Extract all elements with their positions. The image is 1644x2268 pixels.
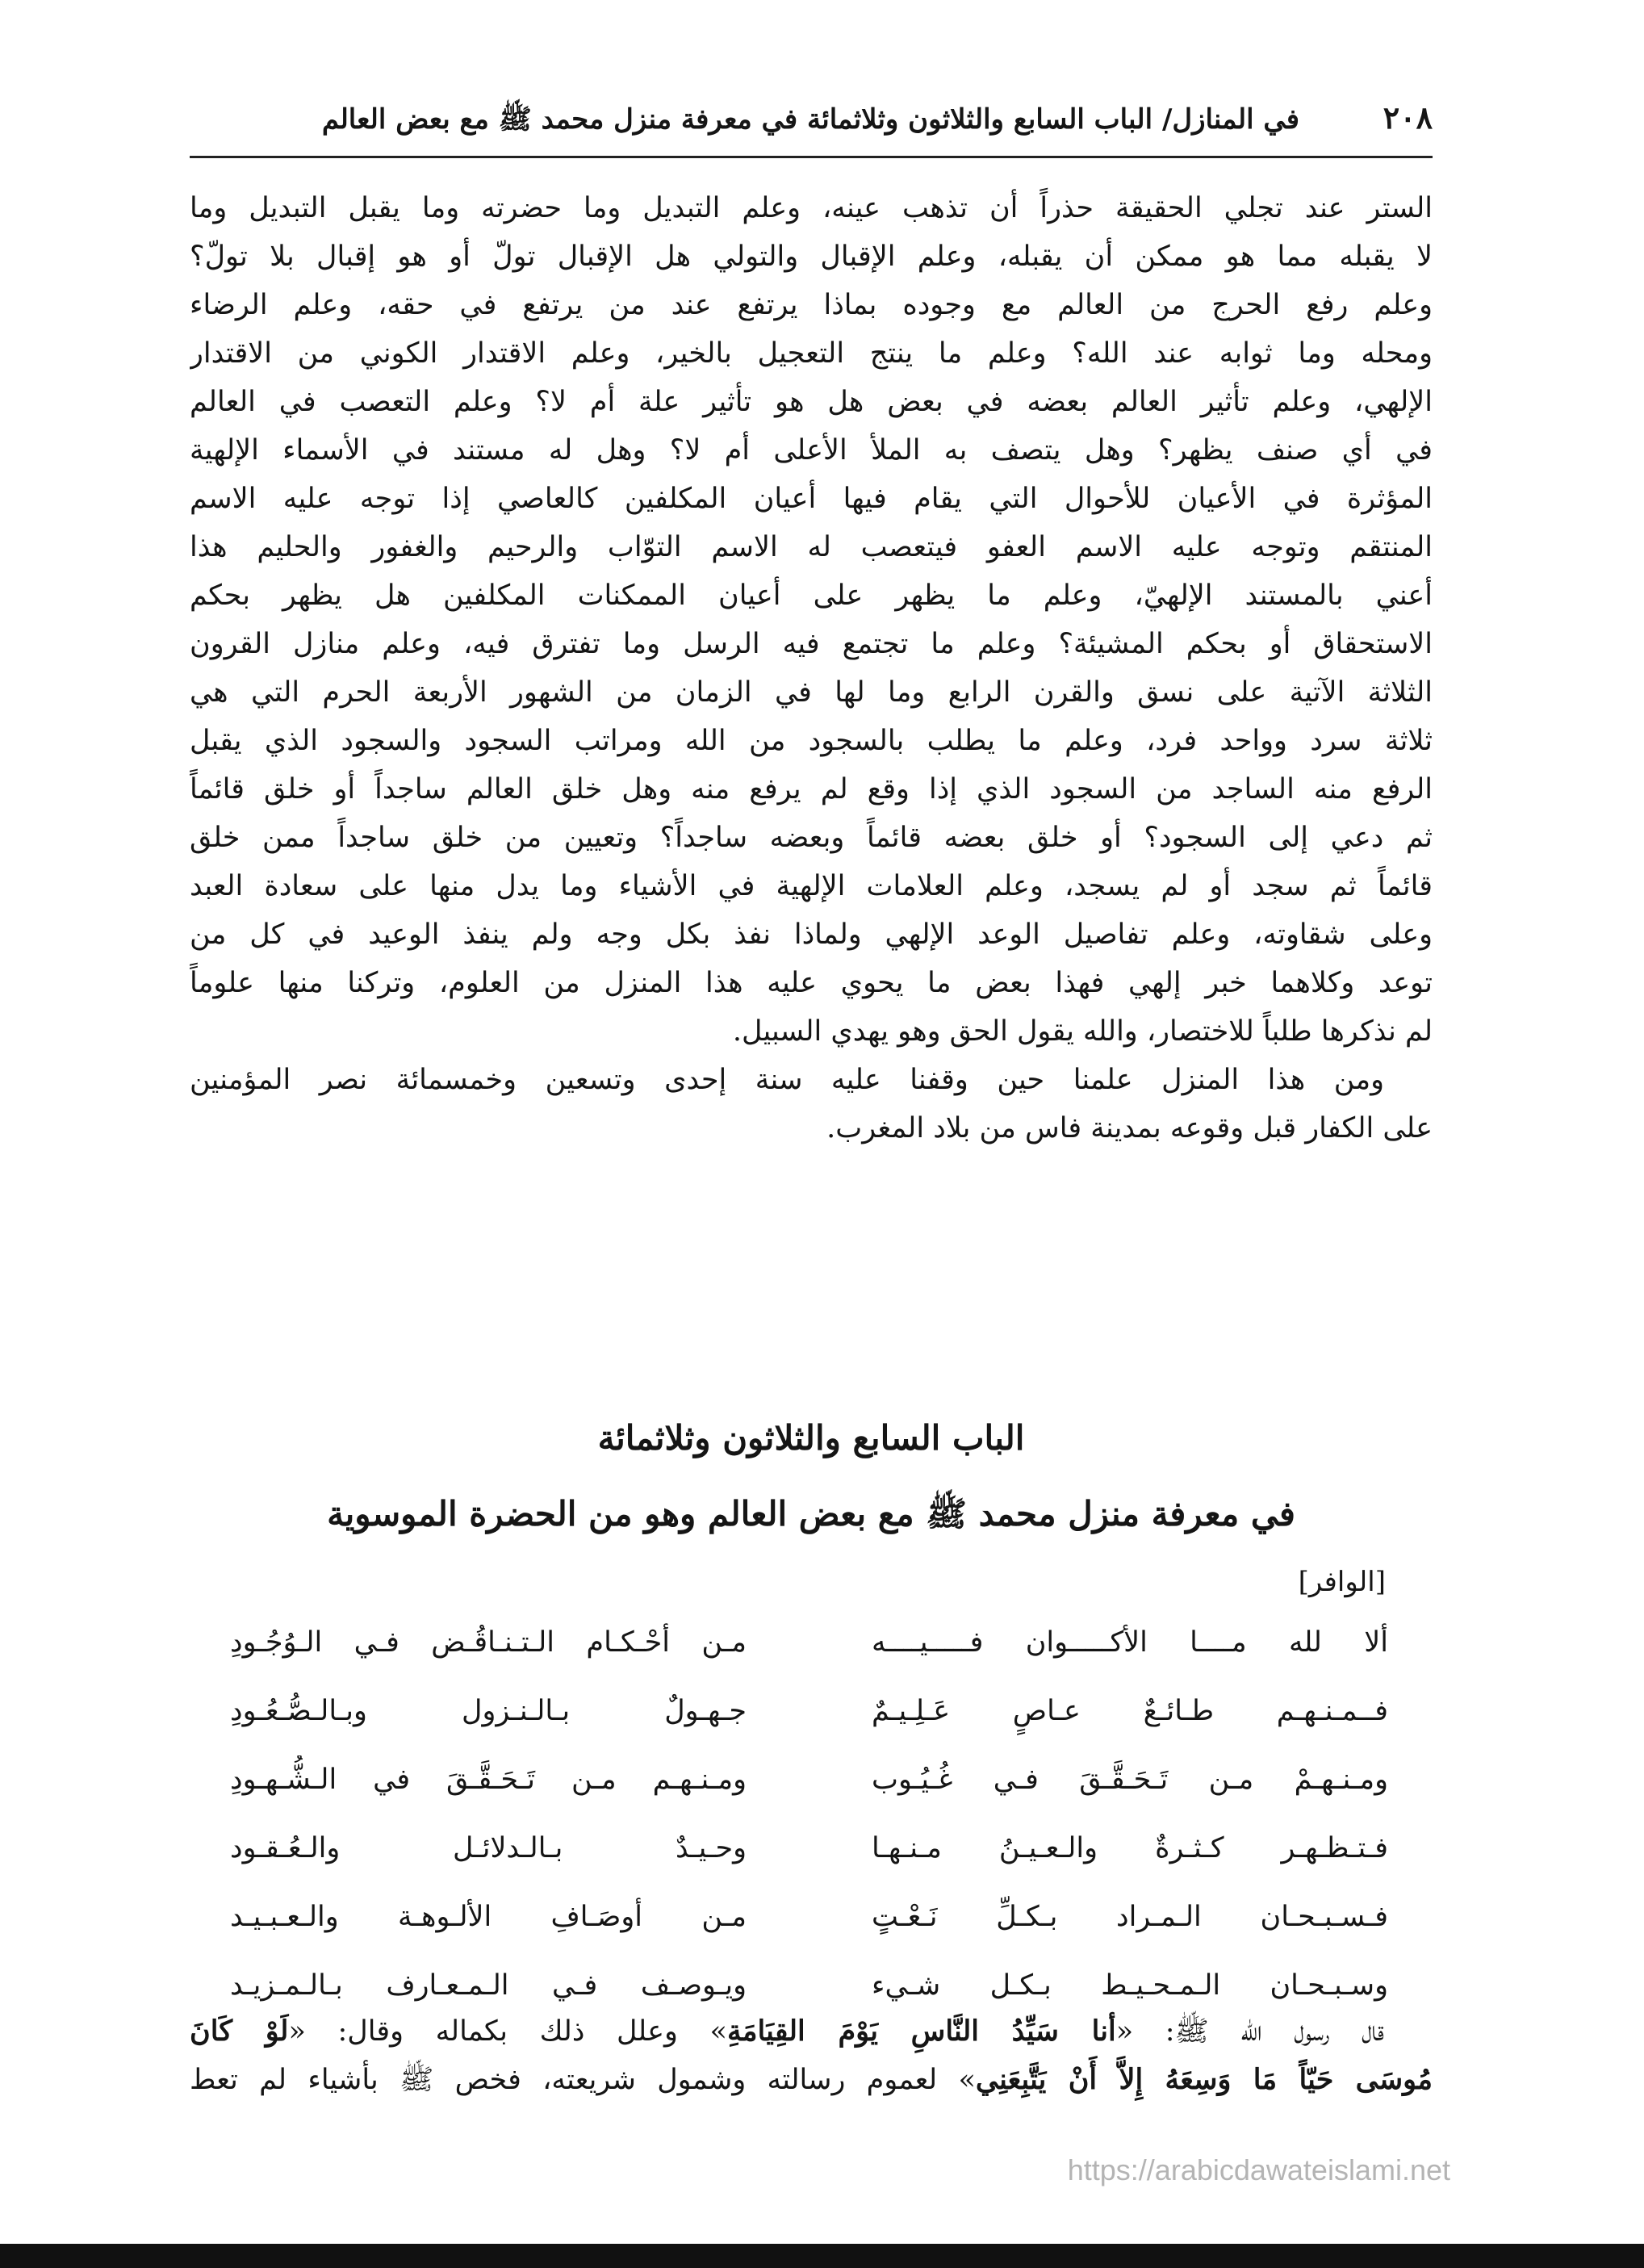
text-line: الثلاثة الآتية على نسق والقرن الرابع وما لها في الزمان من الشهور الأربعة الحرم التي هي [190,676,1433,709]
hadith-quote: لَوْ كَانَ [190,2015,289,2048]
hemistich-second: ومـنـهـم مـن تَـحَـقَّـقَ في الـشُّـهـودِ [230,1764,747,1796]
text-line: الإلهي، وعلم تأثير العالم بعضه في بعض هل هو تأثير علة أم لا؟ وعلم التعصب في العالم [190,386,1433,418]
poem-verse [190,1618,1433,1687]
hemistich-second: وحـيـدٌ بـالـدلائـل والـعُـقـود [230,1832,747,1864]
text-line: ومن هذا المنزل علمنا حين وقفنا عليه سنة إحدى وتسعين وخمسمائة نصر المؤمنين [190,1064,1384,1096]
running-title: في المنازل/ الباب السابع والثلاثون وثلاثمائة في معرفة منزل محمد ﷺ مع بعض العالم [321,103,1299,136]
text-segment: » وعلل ذلك بكماله وقال: « [288,2015,727,2048]
hadith-quote: مُوسَى حَيّاً مَا وَسِعَهُ إِلاَّ أَنْ يَتَّبِعَنِي [975,2063,1433,2096]
poem-verse [190,1755,1433,1824]
hemistich-second: مـن أحْـكـام الـتـنـاقُـض فـي الـوُجُـودِ [230,1626,747,1659]
poem-verse [190,1687,1433,1755]
hemistich-second: ويـوصـف فـي الـمـعـارف بـالـمـزيـد [230,1969,747,2002]
text-line: قائماً ثم سجد أو لم يسجد، وعلم العلامات الإلهية في الأشياء وما يدل منها على سعادة العبد [190,870,1433,902]
watermark-url: https://arabicdawateislami.net [1067,2153,1450,2186]
closing-paragraph [190,2007,1433,2104]
hemistich-first: وسـبـحـان الـمـحـيـط بـكـل شـيء [872,1969,1388,2002]
chapter-subtitle: في معرفة منزل محمد ﷺ مع بعض العالم وهو من الحضرة الموسوية [327,1494,1295,1534]
poem [190,1618,1433,2030]
poem-meter: [الوافر] [1298,1566,1386,1598]
text-segment: قال رسول الله ﷺ: « [1115,2015,1385,2048]
text-line: الاستحقاق أو بحكم المشيئة؟ وعلم ما تجتمع فيه الرسل وما تفترق فيه، وعلم منازل القرون [190,628,1433,660]
text-line [190,2007,1433,2056]
text-segment: » لعموم رسالته وشمول شريعته، فخص ﷺ بأشياء لم تعط [190,2064,976,2096]
text-line: وعلى شقاوته، وعلم تفاصيل الوعد الإلهي ولماذا نفذ بكل وجه ولم ينفذ الوعيد في كل من [190,918,1433,951]
text-line: وعلم رفع الحرج من العالم مع وجوده بماذا يرتفع عند من يرتفع في حقه، وعلم الرضاء [190,289,1433,321]
text-line: توعد وكلاهما خبر إلهي فهذا بعض ما يحوي عليه هذا المنزل من العلوم، وتركنا منها علوماً [190,967,1433,999]
text-line: الرفع منه الساجد من السجود الذي إذا وقع لم يرفع منه وهل خلق العالم ساجداً أو خلق قائماً [190,773,1433,806]
text-line: ثم دعي إلى السجود؟ أو خلق بعضه قائماً وبعضه ساجداً؟ وتعيين من خلق ساجداً ممن خلق [190,822,1433,854]
text-line: في أي صنف يظهر؟ وهل يتصف به الملأ الأعلى أم لا؟ وهل له مستند في الأسماء الإلهية [190,434,1433,467]
hemistich-second: جـهـولٌ بـالـنـزول وبـالـصُّـعُـودِ [230,1695,747,1727]
hemistich-first: ألا لله مــــا الأكـــــوان فـــــيــــه [872,1626,1388,1659]
text-line: المنتقم وتوجه عليه الاسم العفو فيتعصب له الاسم التوّاب والرحيم والغفور والحليم هذا [190,531,1433,563]
poem-verse [190,1824,1433,1893]
text-line: على الكفار قبل وقوعه بمدينة فاس من بلاد المغرب. [826,1112,1433,1144]
text-line: أعني بالمستند الإلهيّ، وعلم ما يظهر على أعيان الممكنات المكلفين هل يظهر بحكم [190,580,1433,612]
text-line: المؤثرة في الأعيان للأحوال التي يقام فيها أعيان المكلفين كالعاصي إذا توجه عليه الاسم [190,483,1433,515]
page-header [190,91,1433,148]
text-line: ومحله وما ثوابه عند الله؟ وعلم ما ينتج التعجيل بالخير، وعلم الاقتدار الكوني من الاقتدار [190,337,1433,370]
text-line [190,2056,1433,2104]
chapter-title: الباب السابع والثلاثون وثلاثمائة [597,1418,1025,1458]
text-line: ثلاثة سرد وواحد فرد، وعلم ما يطلب بالسجود من الله ومراتب السجود والسجود الذي يقبل [190,725,1433,757]
hadith-quote: أنا سَيِّدُ النَّاسِ يَوْمَ القِيَامَةِ [726,2015,1116,2048]
hemistich-first: ومـنـهـمْ مـن تَـحَـقَّـقَ فـي غُـيُـوب [872,1764,1388,1796]
text-line: لم نذكرها طلباً للاختصار، والله يقول الحق وهو يهدي السبيل. [732,1015,1433,1048]
header-rule [190,156,1433,158]
hemistich-second: مـن أوصَـافِ الألـوهـة والـعـبـيـد [230,1901,747,1933]
body-text [190,184,1433,1153]
hemistich-first: فـسـبـحـان الـمـراد بـكـلِّ نَـعْـتٍ [872,1901,1388,1933]
text-line: الستر عند تجلي الحقيقة حذراً أن تذهب عينه، وعلم التبديل وما حضرته وما يقبل التبديل وما [190,192,1433,224]
poem-verse [190,1893,1433,1961]
page-number: ٢٠٨ [1383,99,1433,136]
hemistich-first: فــمـنـهـم طـائـعٌ عـاصٍ عَـلِـيـمٌ [872,1695,1388,1727]
text-line: لا يقبله مما هو ممكن أن يقبله، وعلم الإقبال والتولي هل الإقبال تولّ أو هو إقبال بلا تولّ؟ [190,241,1433,273]
scan-edge-bar [0,2244,1644,2268]
hemistich-first: فـتـظـهـر كـثـرةٌ والـعـيـنُ مـنـهـا [872,1832,1388,1864]
